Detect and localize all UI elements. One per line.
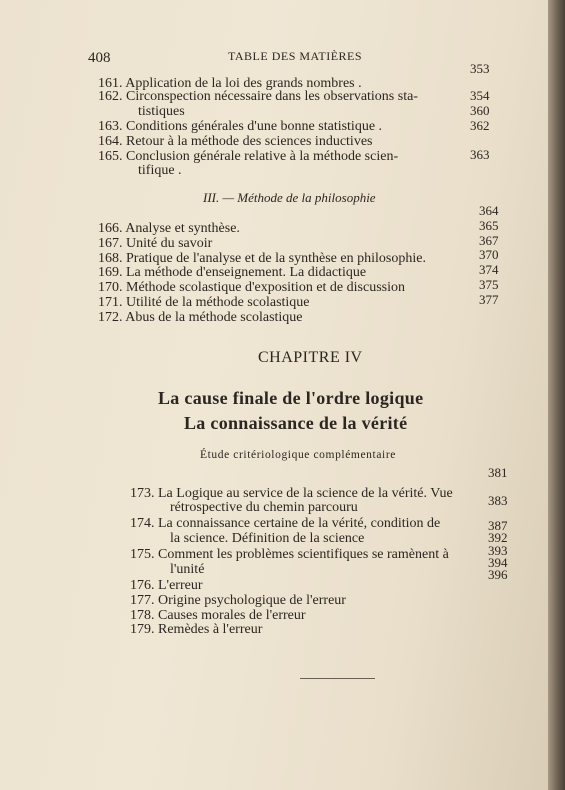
section-heading: III. — Méthode de la philosophie: [203, 190, 376, 205]
toc-entry: 177. Origine psychologique de l'erreur: [130, 593, 346, 608]
toc-entry: 168. Pratique de l'analyse et de la synthèse en philosophie.: [98, 251, 426, 266]
toc-page: 362: [470, 118, 490, 133]
toc-entry: tistiques: [138, 104, 185, 119]
toc-page: 394: [488, 555, 508, 570]
toc-entry: 175. Comment les problèmes scientifiques se ramènent à: [130, 547, 449, 562]
toc-page: 363: [470, 147, 490, 162]
toc-entry: 169. La méthode d'enseignement. La didactique: [98, 265, 367, 280]
toc-entry: 172. Abus de la méthode scolastique: [98, 310, 303, 325]
toc-entry: 171. Utilité de la méthode scolastique: [98, 295, 310, 310]
toc-entry: la science. Définition de la science: [170, 531, 365, 546]
toc-entry: rétrospective du chemin parcouru: [170, 500, 358, 515]
chapter-title-line1: La cause finale de l'ordre logique: [158, 388, 424, 408]
toc-page: 383: [488, 493, 508, 508]
toc-page: 396: [488, 567, 508, 582]
chapter-subtitle: Étude critériologique complémentaire: [200, 449, 396, 461]
toc-page: 365: [479, 218, 499, 233]
toc-entry: tifique .: [138, 163, 182, 178]
toc-entry: 162. Circonspection nécessaire dans les observations sta-: [98, 89, 418, 104]
toc-entry: 179. Remèdes à l'erreur: [130, 622, 263, 637]
toc-entry: 166. Analyse et synthèse.: [98, 221, 240, 236]
toc-entry: l'unité: [170, 562, 205, 577]
toc-entry: 163. Conditions générales d'une bonne statistique .: [98, 119, 383, 134]
toc-page: 387: [488, 518, 508, 533]
toc-page: 377: [479, 292, 499, 307]
chapter-title-line2: La connaissance de la vérité: [184, 413, 408, 433]
toc-page: 392: [488, 530, 508, 545]
running-head: TABLE DES MATIÈRES: [228, 49, 363, 63]
toc-page: 374: [479, 262, 499, 277]
toc-entry: 167. Unité du savoir: [98, 236, 213, 251]
toc-page: 353: [470, 61, 490, 76]
toc-page: 381: [488, 465, 508, 480]
toc-page: 354: [470, 88, 490, 103]
toc-entry: 176. L'erreur: [130, 578, 203, 593]
toc-page: 370: [479, 247, 499, 262]
toc-entry: 173. La Logique au service de la science de la vérité. Vue: [130, 486, 453, 501]
toc-entry: 165. Conclusion générale relative à la méthode scien-: [98, 149, 399, 164]
toc-entry: 170. Méthode scolastique d'exposition et de discussion: [98, 280, 405, 295]
toc-entry: 164. Retour à la méthode des sciences inductives: [98, 134, 373, 149]
toc-page: 375: [479, 277, 499, 292]
toc-entry: 174. La connaissance certaine de la vérité, condition de: [130, 516, 441, 531]
toc-page: 367: [479, 233, 499, 248]
page-edge: [548, 0, 565, 790]
toc-entry: 161. Application de la loi des grands nombres .: [98, 76, 362, 91]
toc-page: 393: [488, 543, 508, 558]
toc-entry: 178. Causes morales de l'erreur: [130, 608, 306, 623]
end-rule: [300, 678, 375, 679]
toc-page: 364: [479, 203, 499, 218]
chapter-label: CHAPITRE IV: [258, 349, 363, 366]
toc-page: 360: [470, 103, 490, 118]
page-number: 408: [88, 50, 111, 66]
